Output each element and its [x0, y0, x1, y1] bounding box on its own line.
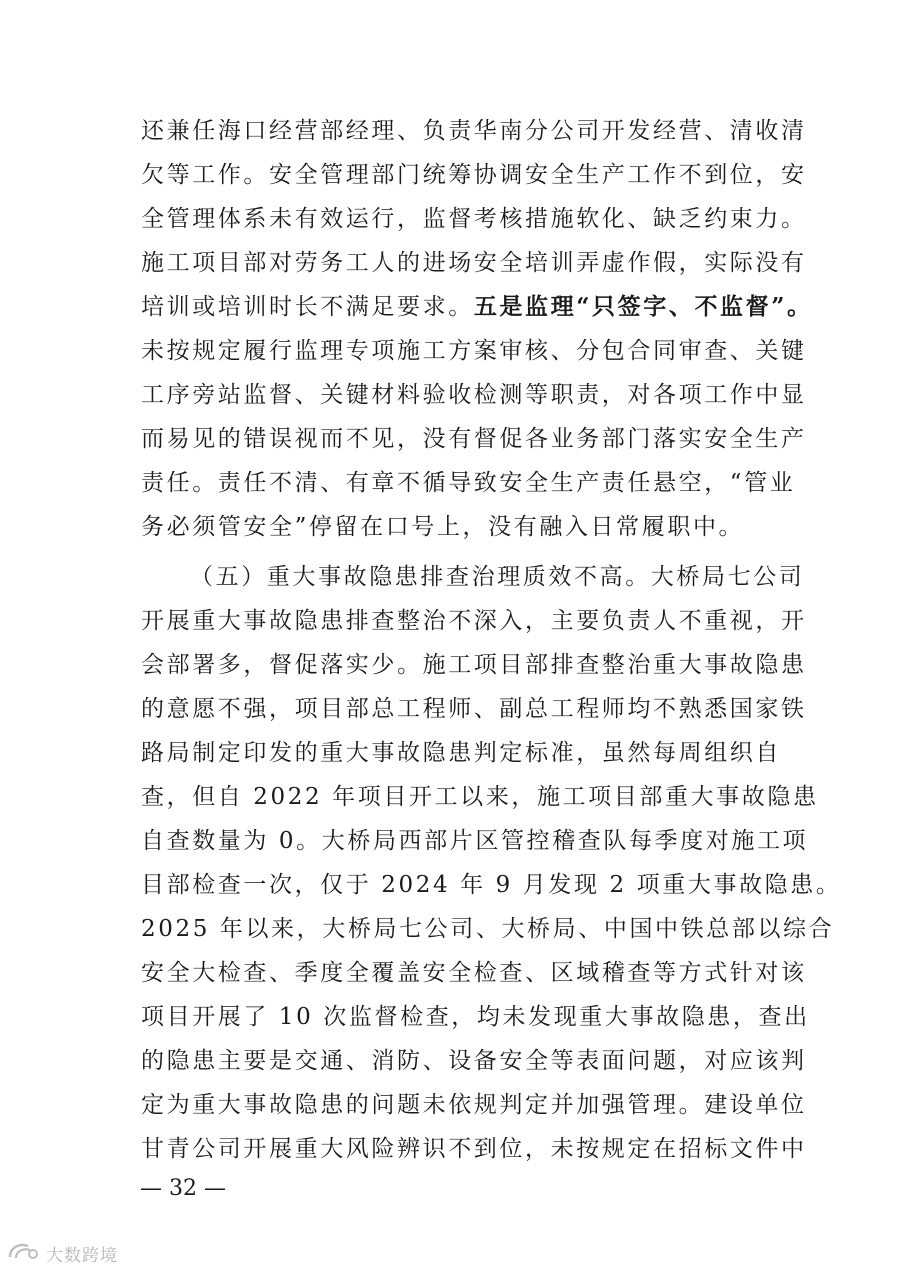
text-line-22: 的隐患主要是交通、消防、设备安全等表面问题，对应该判 [141, 1048, 807, 1074]
text-line-23: 定为重大事故隐患的问题未依规判定并加强管理。建设单位 [141, 1092, 807, 1118]
text-line-9: 责任。责任不清、有章不循导致安全生产责任悬空，“管业 [141, 470, 796, 496]
text-line-1: 还兼任海口经营部经理、负责华南分公司开发经营、清收清 [141, 118, 807, 144]
text-line-13: 会部署多，督促落实少。施工项目部排查整治重大事故隐患 [141, 652, 807, 678]
watermark-logo-icon [6, 1240, 40, 1266]
text-line-2: 欠等工作。安全管理部门统筹协调安全生产工作不到位，安 [141, 162, 807, 188]
bold-heading-supervision: 五是监理“只签字、不监督”。 [473, 293, 813, 320]
text-line-21: 项目开展了 10 次监督检查，均未发现重大事故隐患，查出 [141, 1004, 810, 1030]
text-line-18: 目部检查一次，仅于 2024 年 9 月发现 2 项重大事故隐患。 [141, 872, 842, 898]
watermark-text: 大数跨境 [46, 1245, 118, 1266]
text-line-5 [141, 285, 813, 329]
text-line-24: 甘青公司开展重大风险辨识不到位，未按规定在招标文件中 [141, 1136, 807, 1162]
text-line-8: 而易见的错误视而不见，没有督促各业务部门落实安全生产 [141, 426, 807, 452]
text-line-12: 开展重大事故隐患排查整治不深入，主要负责人不重视，开 [141, 608, 807, 634]
text-line-7: 工序旁站监督、关键材料验收检测等职责，对各项工作中显 [141, 382, 807, 408]
text-line-16: 查，但自 2022 年项目开工以来，施工项目部重大事故隐患 [141, 784, 819, 810]
text-line-19: 2025 年以来，大桥局七公司、大桥局、中国中铁总部以综合 [141, 916, 835, 942]
watermark [6, 1238, 118, 1268]
text-line-15: 路局制定印发的重大事故隐患判定标准，虽然每周组织自 [141, 740, 781, 766]
text-line-6: 未按规定履行监理专项施工方案审核、分包合同审查、关键 [141, 338, 807, 364]
section-heading-five: （五）重大事故隐患排查治理质效不高。大桥局七公司 [190, 564, 805, 590]
text-line-4: 施工项目部对劳务工人的进场安全培训弄虚作假，实际没有 [141, 250, 807, 276]
text-line-17: 自查数量为 0。大桥局西部片区管控稽查队每季度对施工项 [141, 828, 809, 854]
page-number: — 32 — [140, 1176, 226, 1201]
text-line-10: 务必须管安全”停留在口号上，没有融入日常履职中。 [141, 514, 745, 540]
text-line-20: 安全大检查、季度全覆盖安全检查、区域稽查等方式针对该 [141, 960, 807, 986]
text-line-14: 的意愿不强，项目部总工程师、副总工程师均不熟悉国家铁 [141, 696, 807, 722]
text-line-3: 全管理体系未有效运行，监督考核措施软化、缺乏约束力。 [141, 206, 807, 232]
text-line-5-normal: 培训或培训时长不满足要求。 [141, 294, 474, 320]
